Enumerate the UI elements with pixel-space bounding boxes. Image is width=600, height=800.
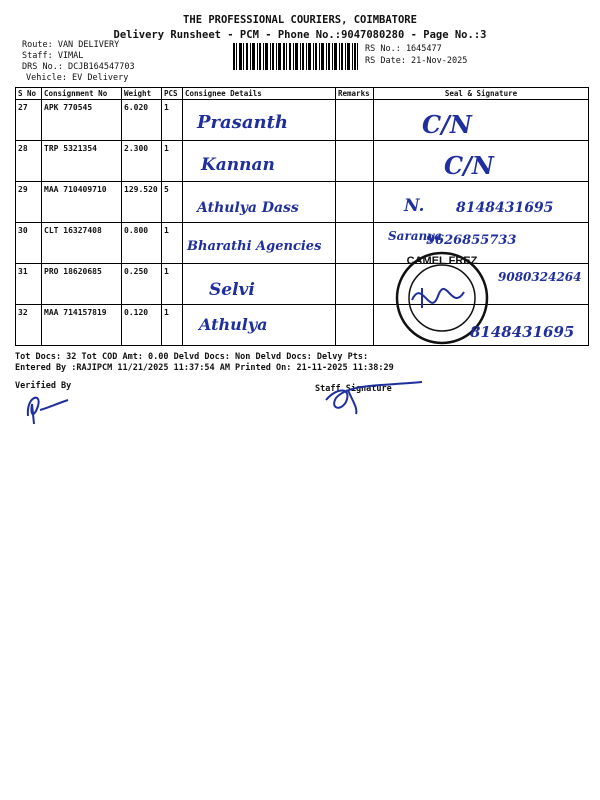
cell-remarks — [336, 182, 374, 223]
consignee-handwriting: Prasanth — [197, 112, 288, 133]
col-header-seal-signature: Seal & Signature — [374, 88, 589, 100]
cell-sno: 29 — [16, 182, 42, 223]
col-header-remarks: Remarks — [336, 88, 374, 100]
stamp-text: CAMEL FREZ — [406, 255, 478, 267]
consignee-handwriting: Selvi — [209, 280, 255, 300]
cell-consignee — [183, 182, 336, 223]
cell-remarks — [336, 264, 374, 305]
cell-consignment: CLT 16327408 — [42, 223, 122, 264]
entered-by-line: Entered By :RAJIPCM 11/21/2025 11:37:54 AM Printed On: 21-11-2025 11:38:29 — [15, 363, 394, 373]
cell-remarks — [336, 223, 374, 264]
cell-consignee — [183, 141, 336, 182]
col-header-weight: Weight — [122, 88, 162, 100]
signature-handwriting: C/N — [422, 110, 472, 139]
cell-seal-signature — [374, 255, 589, 305]
cell-pcs: 1 — [162, 264, 183, 305]
barcode-image — [233, 43, 358, 70]
table-row — [16, 100, 589, 141]
consignee-handwriting: Bharathi Agencies — [187, 239, 322, 254]
signature-handwriting: Saranya — [388, 229, 443, 243]
cell-consignment: TRP 5321354 — [42, 141, 122, 182]
consignee-handwriting: Kannan — [201, 155, 275, 175]
cell-weight: 2.300 — [122, 141, 162, 182]
cell-pcs: 1 — [162, 141, 183, 182]
staff-label: Staff: VIMAL — [22, 51, 84, 61]
consignee-handwriting: Athulya — [199, 315, 268, 334]
cell-pcs: 5 — [162, 182, 183, 223]
table-header-row — [16, 88, 589, 100]
cell-remarks — [336, 141, 374, 182]
route-label: Route: VAN DELIVERY — [22, 40, 120, 50]
cell-consignment: MAA 710409710 — [42, 182, 122, 223]
cell-consignment: MAA 714157819 — [42, 305, 122, 346]
cell-seal-signature — [374, 305, 589, 346]
cell-sno: 32 — [16, 305, 42, 346]
cell-sno: 31 — [16, 264, 42, 305]
table-row — [16, 141, 589, 182]
verified-by-label: Verified By — [15, 381, 72, 391]
phone-handwriting: 8148431695 — [456, 200, 554, 216]
vehicle-label: Vehicle: EV Delivery — [26, 73, 129, 83]
cell-pcs: 1 — [162, 100, 183, 141]
cell-consignment: APK 770545 — [42, 100, 122, 141]
phone-handwriting: 9080324264 — [498, 270, 582, 284]
phone-handwriting: 8148431695 — [470, 323, 575, 341]
cell-weight: 129.520 — [122, 182, 162, 223]
cell-weight: 0.800 — [122, 223, 162, 264]
cell-remarks — [336, 305, 374, 346]
table-row — [16, 223, 589, 264]
rs-date: RS Date: 21-Nov-2025 — [365, 56, 468, 66]
cell-consignee — [183, 100, 336, 141]
col-header-sno: S No — [16, 88, 42, 100]
cell-sno: 28 — [16, 141, 42, 182]
cell-sno: 30 — [16, 223, 42, 264]
cell-weight: 0.120 — [122, 305, 162, 346]
totals-line: Tot Docs: 32 Tot COD Amt: 0.00 Delvd Docs: Non Delvd Docs: Delvy Pts: — [15, 352, 369, 362]
company-name: THE PROFESSIONAL COURIERS, COIMBATORE — [183, 14, 417, 26]
col-header-consignee: Consignee Details — [183, 88, 336, 100]
cell-seal-signature — [374, 182, 589, 223]
consignee-handwriting: Athulya Dass — [197, 200, 299, 216]
staff-signature-label: Staff Signature — [315, 384, 392, 394]
staff-signature-image — [318, 378, 428, 418]
drs-number: DRS No.: DCJB164547703 — [22, 62, 135, 72]
cell-consignee — [183, 264, 336, 305]
table-row — [16, 182, 589, 223]
cell-sno: 27 — [16, 100, 42, 141]
cell-consignee — [183, 223, 336, 264]
runsheet-subtitle: Delivery Runsheet - PCM - Phone No.:9047080280 - Page No.:3 — [113, 29, 487, 41]
cell-pcs: 1 — [162, 223, 183, 264]
col-header-pcs: PCS — [162, 88, 183, 100]
signature-handwriting: C/N — [444, 151, 494, 180]
runsheet-table — [15, 87, 589, 346]
cell-weight: 6.020 — [122, 100, 162, 141]
phone-handwriting: 9626855733 — [426, 233, 517, 248]
cell-seal-signature — [374, 141, 589, 182]
cell-weight: 0.250 — [122, 264, 162, 305]
cell-consignee — [183, 305, 336, 346]
cell-seal-signature — [374, 100, 589, 141]
cell-pcs: 1 — [162, 305, 183, 346]
signature-handwriting: N. — [404, 196, 425, 216]
rs-number: RS No.: 1645477 — [365, 44, 442, 54]
col-header-consignment: Consignment No — [42, 88, 122, 100]
table-row — [16, 305, 589, 346]
verifier-signature-image — [20, 386, 80, 426]
table-row — [16, 264, 589, 305]
cell-remarks — [336, 100, 374, 141]
cell-consignment: PRO 18620685 — [42, 264, 122, 305]
